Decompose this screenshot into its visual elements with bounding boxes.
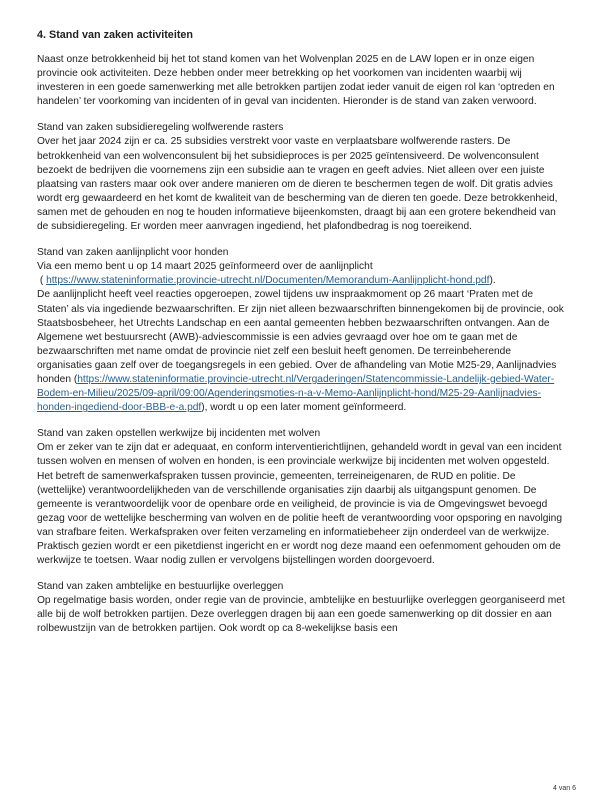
intro-paragraph: Naast onze betrokkenheid bij het tot stand komen van het Wolvenplan 2025 en de LAW lopen er in onze eigen provincie ook activiteiten. Deze hebben onder meer betrekking op het voorkomen van incidenten waarbij wij investeren in een goede samenwerking met alle betrokken partijen zodat ieder vanuit de eigen rol kan ‘optreden en handelen’ ter voorkoming van incidenten of in geval van incidenten. Hieronder is de stand van zaken verwoord. xyxy=(37,54,555,108)
section-body: Om er zeker van te zijn dat er adequaat, en conform interventierichtlijnen, gehandeld wordt in geval van een incident tussen wolven en mensen of wolven en honden, is een provinciale werkwijze bij incidenten met wolven opgesteld. Het betreft de samenwerkafspraken tussen provincie, gemeenten, terreineigenaren, de RUD en politie. De (wettelijke) verantwoordelijkheden van de verschillende organisaties zijn daarbij als uitgangspunt genomen. De gemeente is verantwoordelijk voor de openbare orde en veiligheid, de provincie is via de Omgevingswet bevoegd gezag voor de wettelijke bescherming van wolven en de politie heeft de verantwoording voor opsporing en navolging van strafbare feiten. Werkafspraken over feiten verzameling en informatiebeheer zijn onderdeel van de werkwijze. Praktisch gezien wordt er een piketdienst ingericht en er wordt nog deze maand een oefenmoment gehouden om de werkwijze te toetsen. Waar nodig zullen er vervolgens bijstellingen worden doorgevoerd. xyxy=(37,442,562,567)
section-subsidieregeling xyxy=(37,121,565,234)
body-text: De aanlijnplicht heeft veel reacties opgeroepen, zowel tijdens uw inspraakmoment op 26 maart ‘Praten met de Staten’ als via ingediende bezwaarschriften. Er zijn niet alleen bezwaarschriften binnengekomen bij de provincie, ook Staatsbosbeheer, het Utrechts Landschap en een aantal gemeenten hebben bezwaarschriften ontvangen. Aan de Algemene wet bestuursrecht (AWB)-adviescommissie is een advies gevraagd over hoe om te gaan met de bezwaarschriften met name omdat de provincie niet zelf een besluit heeft genomen. De terreinbeherende organisaties gaan zelf over de toegangsregels in een gebied. Over de afhandeling van Motie M25-29, Aanlijnadvies honden ( xyxy=(37,289,564,385)
section-heading: 4. Stand van zaken activiteiten xyxy=(37,29,194,41)
section-overleggen xyxy=(37,580,565,636)
section-body: Via een memo bent u op 14 maart 2025 geïnformeerd over de aanlijnplicht ( https://www.stateninformatie.provincie-utrecht.nl/Documenten/Memorandum-Aanlijnplicht-hond.pdf). De aanlijnplicht heeft veel reacties opgeroepen, zowel tijdens uw inspraakmoment op 26 maart ‘Praten met de Staten’ als via ingediende bezwaarschriften. Er zijn niet alleen bezwaarschriften binnengekomen bij de provincie, ook Staatsbosbeheer, het Utrechts Landschap en een aantal gemeenten hebben bezwaarschriften ontvangen. Aan de Algemene wet bestuursrecht (AWB)-adviescommissie is een advies gevraagd over hoe om te gaan met de bezwaarschriften met name omdat de provincie niet zelf een besluit heeft genomen. De terreinbeherende organisaties gaan zelf over de toegangsregels in een gebied. Over de afhandeling van Motie M25-29, Aanlijnadvies honden (https://www.stateninformatie.provincie-utrecht.nl/Vergaderingen/Statencommissie-Landelijk-gebied-Water-Bodem-en-Milieu/2025/09-april/09:00/Agenderingsmoties-n-a-v-Memo-Aanlijnplicht-hond/M25-29-Aanlijnadvies-honden-ingediend-door-BBB-e-a.pdf), wordt u op een later moment geïnformeerd. xyxy=(37,261,564,414)
section-title: Stand van zaken ambtelijke en bestuurlijke overleggen xyxy=(37,581,284,593)
section-title: Stand van zaken opstellen werkwijze bij incidenten met wolven xyxy=(37,428,321,440)
section-title: Stand van zaken aanlijnplicht voor honden xyxy=(37,247,229,259)
memo-link[interactable]: https://www.stateninformatie.provincie-utrecht.nl/Documenten/Memorandum-Aanlijnplicht-hond.pdf xyxy=(46,275,490,287)
body-text: Via een memo bent u op 14 maart 2025 geïnformeerd over de aanlijnplicht xyxy=(37,261,373,273)
section-werkwijze-incidenten xyxy=(37,427,565,568)
body-text: ), wordt u op een later moment geïnformeerd. xyxy=(201,402,407,414)
section-body: Op regelmatige basis worden, onder regie van de provincie, ambtelijke en bestuurlijke overleggen georganiseerd met alle bij de wolf betrokken partijen. Deze overleggen dragen bij aan een goede samenwerking op dit dossier en aan rolbewustzijn van de betrokken partijen. Ook wordt op ca 8-wekelijkse basis een xyxy=(37,595,565,635)
section-body: Over het jaar 2024 zijn er ca. 25 subsidies verstrekt voor vaste en verplaatsbare wolfwerende rasters. De betrokkenheid van een wolvenconsulent bij het subsidieproces is per 2025 geïntensiveerd. De wolvenconsulent bezoekt de bedrijven die voornemens zijn een subsidie aan te vragen en geeft advies. Niet alleen over een juiste plaatsing van rasters maar ook over andere manieren om de dieren te beschermen tegen de wolf. Dit gratis advies wordt erg gewaardeerd en het komt de kwaliteit van de bescherming van de dieren ten goede. Deze betrokkenheid, samen met de gehouden en nog te houden informatieve bijeenkomsten, draagt bij aan een grotere bekendheid van de subsidieregeling. Er worden meer aanvragen ingediend, het plafondbedrag is nog toereikend. xyxy=(37,136,558,233)
section-aanlijnplicht xyxy=(37,246,565,415)
document-page xyxy=(37,28,565,649)
section-title: Stand van zaken subsidieregeling wolfwerende rasters xyxy=(37,122,284,134)
motie-link[interactable]: https://www.stateninformatie.provincie-utrecht.nl/Vergaderingen/Statencommissie-Landelijk-gebied-Water-Bodem-en-Milieu/2025/09-april/09:00/Agenderingsmoties-n-a-v-Memo-Aanlijnplicht-hond/M25-29-Aanlijnadvies-honden-ingediend-door-BBB-e-a.pdf xyxy=(37,373,555,414)
page-number: 4 van 6 xyxy=(553,785,576,792)
